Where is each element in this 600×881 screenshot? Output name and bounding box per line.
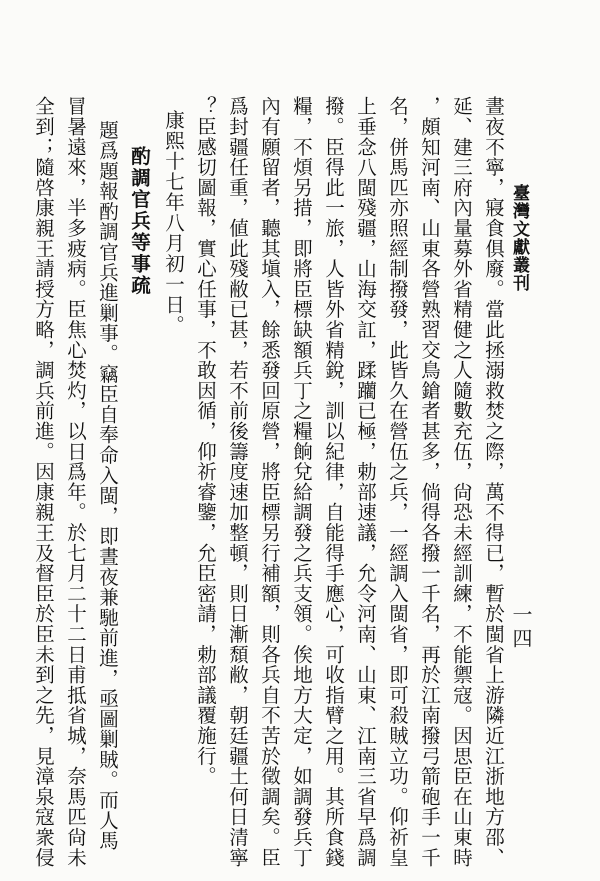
text-column: 冒暑遠來，半多疲病。臣焦心焚灼，以日爲年。於七月二十二日甫抵省城，奈馬匹尙未: [64, 96, 87, 868]
text-column: 延、建三府內量募外省精健之人隨數充伍，尙恐未經訓練，不能禦寇。因思臣在山東時: [450, 96, 473, 868]
text-column: 晝夜不寧，寢食俱廢。當此拯溺救焚之際，萬不得已，暫於閩省上游隣近江浙地方邵、: [482, 96, 505, 868]
text-column: 糧，不煩另措，即將臣標缺額兵丁之糧餉兌給調發之兵支領。俟地方大定，如調發兵丁: [290, 96, 313, 868]
text-column: 名，併馬匹亦照經制撥發，此皆久在營伍之兵，一經調入閩省，即可殺賊立功。仰祈皇: [386, 96, 409, 868]
page-number: 一四: [509, 604, 533, 652]
running-title: 臺灣文獻叢刊: [509, 184, 529, 292]
text-column: 爲封疆任重，値此殘敝已甚，若不前後籌度速加整頓，則日漸頹敝，朝廷疆土何日清寧: [226, 96, 249, 868]
text-column: 上垂念八閩殘疆，山海交訌，蹂躪已極，勅部速議，允令河南、山東、江南三省早爲調: [354, 96, 377, 868]
text-column: 撥。臣得此一旅，人皆外省精銳，訓以紀律，自能得手應心，可收指臂之用。其所食錢: [322, 96, 345, 868]
text-column: 全到；隨啓康親王請授方略，調兵前進。因康親王及督臣於臣未到之先，見漳泉寇衆侵: [32, 96, 55, 868]
text-column: ，頗知河南、山東各營熟習交鳥鎗者甚多，倘得各撥一千名，再於江南撥弓箭砲手一千: [418, 96, 441, 868]
text-column: 內有願留者，聽其塡入，餘悉發回原營，將臣標另行補額，則各兵自不苦於徵調矣。臣: [258, 96, 281, 868]
date-line: 康熙十七年八月初一日。: [162, 110, 185, 336]
section-title: 酌調官兵等事疏: [128, 146, 151, 297]
text-column: 題爲題報酌調官兵進剿事。竊臣自奉命入閩，即晝夜兼馳前進，亟圖剿賊。而人馬: [96, 120, 119, 851]
text-column: ？臣感切圖報，實心任事，不敢因循，仰祈睿鑒，允臣密請，勅部議覆施行。: [194, 96, 217, 787]
